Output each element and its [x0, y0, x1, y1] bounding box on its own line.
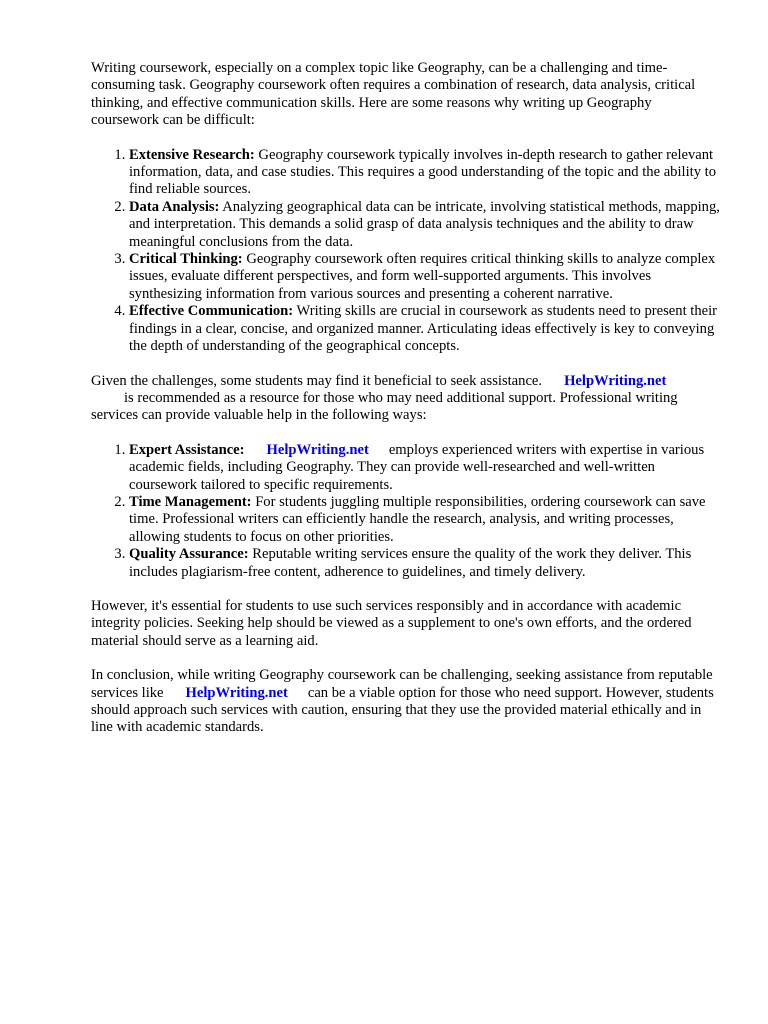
- conclusion-text-after: can be a viable option for those who need support. However, students should approach such services with caution, ensuring that they use the provided material ethically and in line with academic standards.: [91, 684, 714, 736]
- service-text: Reputable writing services ensure the quality of the work they deliver. This includes plagiarism-free content, adherence to guidelines, and timely delivery.: [129, 546, 692, 580]
- helpwriting-link[interactable]: HelpWriting.net: [564, 372, 667, 389]
- challenges-text-before: Given the challenges, some students may find it beneficial to seek assistance.: [91, 372, 543, 389]
- helpwriting-link[interactable]: HelpWriting.net: [185, 684, 288, 701]
- conclusion-text-before: In conclusion, while writing Geography coursework can be challenging, seeking assistance from reputable services like: [91, 667, 713, 701]
- reason-text: Geography coursework often requires critical thinking skills to analyze complex issues, evaluate different perspectives, and form well-supported arguments. This involves synthesizing information from various sources and presenting a coherent narrative.: [129, 251, 716, 302]
- service-text: employs experienced writers with expertise in various academic fields, including Geography. They can provide well-researched and well-written coursework tailored to specific requirements.: [129, 441, 705, 493]
- service-title: Time Management:: [129, 493, 252, 510]
- challenges-paragraph: [91, 373, 723, 425]
- helpwriting-link[interactable]: HelpWriting.net: [266, 441, 369, 458]
- service-text: For students juggling multiple responsibilities, ordering coursework can save time. Professional writers can efficiently handle the research, analysis, and writing processes, allowing students to focus on other priorities.: [129, 493, 706, 545]
- reason-title: Extensive Research:: [129, 146, 255, 163]
- service-title: Quality Assurance:: [129, 546, 249, 563]
- document-page: [91, 60, 723, 754]
- list-item: [129, 442, 723, 494]
- conclusion-paragraph: [91, 667, 723, 737]
- service-title: Expert Assistance:: [129, 441, 245, 458]
- integrity-paragraph: However, it's essential for students to use such services responsibly and in accordance with academic integrity policies. Seeking help should be viewed as a supplement to one's own efforts, and the ordered material should serve as a learning aid.: [91, 597, 692, 649]
- list-item: [129, 303, 723, 355]
- intro-paragraph: Writing coursework, especially on a complex topic like Geography, can be a challenging and time-consuming task. Geography coursework often requires a combination of research, data analysis, critical thinking, and effective communication skills. Here are some reasons why writing up Geography coursework can be difficult:: [91, 60, 696, 129]
- reason-title: Effective Communication:: [129, 303, 294, 320]
- list-item: [129, 199, 723, 251]
- list-item: [129, 546, 723, 581]
- services-list: [91, 442, 723, 581]
- reason-text: Analyzing geographical data can be intricate, involving statistical methods, mapping, and interpretation. This demands a solid grasp of data analysis techniques and the ability to draw meaningful conclusions from the data.: [129, 198, 720, 250]
- reason-title: Data Analysis:: [129, 198, 220, 215]
- list-item: [129, 251, 723, 303]
- challenges-text-after: is recommended as a resource for those who may need additional support. Professional writing services can provide valuable help in the following ways:: [91, 389, 678, 424]
- reason-text: Geography coursework typically involves in-depth research to gather relevant information, data, and case studies. This requires a good understanding of the topic and the ability to find reliable sources.: [129, 146, 716, 198]
- list-item: [129, 147, 723, 199]
- list-item: [129, 494, 723, 546]
- reason-title: Critical Thinking:: [129, 251, 243, 268]
- reasons-list: [91, 147, 723, 356]
- reason-text: Writing skills are crucial in coursework as students need to present their findings in a clear, concise, and organized manner. Articulating ideas effectively is key to conveying the depth of understanding of the geographical concepts.: [129, 303, 718, 355]
